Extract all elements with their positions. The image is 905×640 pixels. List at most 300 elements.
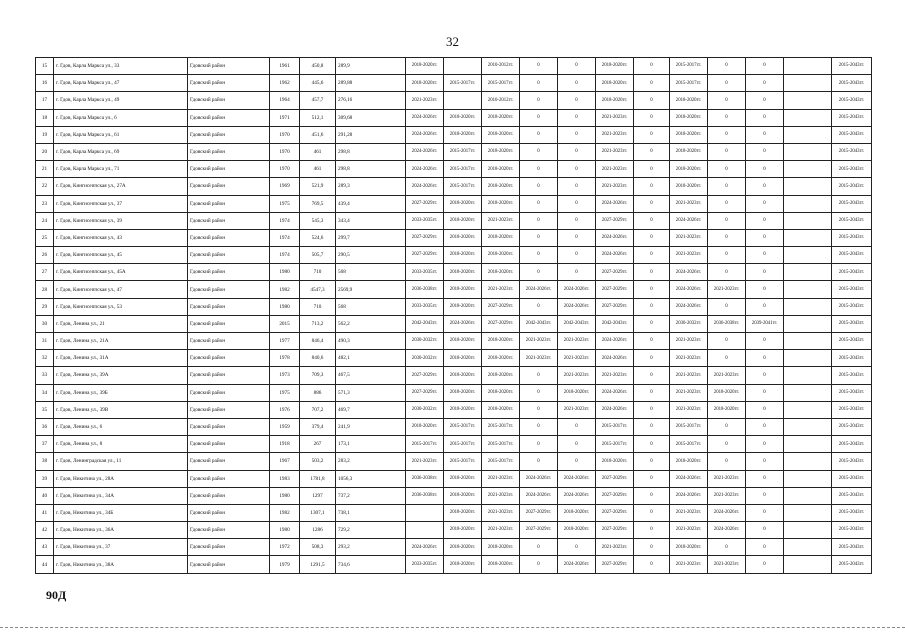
cell-c8: 2021-2023гг. bbox=[670, 247, 708, 264]
cell-addr: г. Гдов, Кингисеппская ул., 37 bbox=[54, 195, 188, 212]
cell-n: 30 bbox=[36, 315, 54, 332]
cell-c9: 0 bbox=[708, 453, 746, 470]
cell-district: Гдовский район bbox=[188, 487, 270, 504]
cell-c12: 2015-2043гг. bbox=[832, 470, 872, 487]
cell-c5: 0 bbox=[558, 75, 596, 92]
cell-year: 1967 bbox=[270, 453, 300, 470]
cell-district: Гдовский район bbox=[188, 418, 270, 435]
cell-c11 bbox=[784, 178, 832, 195]
cell-val: 737,2 bbox=[336, 487, 406, 504]
cell-c6: 2027-2029гг. bbox=[596, 212, 634, 229]
cell-val: 293,2 bbox=[336, 539, 406, 556]
cell-c10: 0 bbox=[746, 350, 784, 367]
cell-c5: 2021-2023гг. bbox=[558, 367, 596, 384]
cell-c12: 2015-2043гг. bbox=[832, 178, 872, 195]
cell-c7: 0 bbox=[634, 350, 670, 367]
cell-c4: 0 bbox=[520, 75, 558, 92]
cell-c12: 2015-2043гг. bbox=[832, 522, 872, 539]
cell-addr: г. Гдов, Карла Маркса ул., 69 bbox=[54, 143, 188, 160]
cell-c10: 0 bbox=[746, 92, 784, 109]
cell-c4: 0 bbox=[520, 436, 558, 453]
cell-c9: 0 bbox=[708, 161, 746, 178]
cell-val: 298,8 bbox=[336, 143, 406, 160]
cell-c2: 2015-2017гг. bbox=[444, 75, 482, 92]
cell-c7: 0 bbox=[634, 487, 670, 504]
table-row bbox=[36, 401, 872, 418]
cell-c2: 2018-2020гг. bbox=[444, 487, 482, 504]
cell-c6: 2018-2020гг. bbox=[596, 453, 634, 470]
cell-c2: 2018-2020гг. bbox=[444, 367, 482, 384]
cell-addr: г. Гдов, Кингисеппская ул., 45 bbox=[54, 247, 188, 264]
cell-c10: 0 bbox=[746, 212, 784, 229]
cell-val: 562,2 bbox=[336, 315, 406, 332]
cell-c10: 0 bbox=[746, 229, 784, 246]
cell-val: 482,1 bbox=[336, 350, 406, 367]
cell-c6: 2021-2023гг. bbox=[596, 143, 634, 160]
cell-c8: 2021-2023гг. bbox=[670, 556, 708, 573]
cell-c11 bbox=[784, 333, 832, 350]
cell-c8: 2021-2023гг. bbox=[670, 384, 708, 401]
cell-addr: г. Гдов, Никитина ул., 34Б bbox=[54, 504, 188, 521]
cell-c3: 2021-2023гг. bbox=[482, 504, 520, 521]
cell-c2: 2018-2020гг. bbox=[444, 522, 482, 539]
cell-c6: 2027-2029гг. bbox=[596, 470, 634, 487]
cell-c6: 2024-2026гг. bbox=[596, 350, 634, 367]
cell-c12: 2015-2043гг. bbox=[832, 418, 872, 435]
table-row bbox=[36, 333, 872, 350]
cell-area: 451,6 bbox=[300, 126, 336, 143]
cell-c4: 0 bbox=[520, 401, 558, 418]
cell-c4: 0 bbox=[520, 92, 558, 109]
cell-c6: 2024-2026гг. bbox=[596, 195, 634, 212]
cell-year: 1972 bbox=[270, 539, 300, 556]
cell-c3: 2018-2020гг. bbox=[482, 109, 520, 126]
cell-c10: 0 bbox=[746, 487, 784, 504]
cell-addr: г. Гдов, Ленина ул., 31А bbox=[54, 350, 188, 367]
cell-c1: 2027-2029гг. bbox=[406, 229, 444, 246]
cell-c6: 2024-2026гг. bbox=[596, 333, 634, 350]
cell-area: 707,2 bbox=[300, 401, 336, 418]
cell-district: Гдовский район bbox=[188, 315, 270, 332]
cell-c6: 2042-2043гг. bbox=[596, 315, 634, 332]
cell-c9: 0 bbox=[708, 229, 746, 246]
cell-c6: 2027-2029гг. bbox=[596, 281, 634, 298]
cell-c11 bbox=[784, 92, 832, 109]
cell-c3: 2018-2020гг. bbox=[482, 401, 520, 418]
cell-c3: 2018-2020гг. bbox=[482, 556, 520, 573]
cell-c8: 2018-2020гг. bbox=[670, 453, 708, 470]
cell-c7: 0 bbox=[634, 212, 670, 229]
cell-c2: 2015-2017гг. bbox=[444, 178, 482, 195]
table-row bbox=[36, 92, 872, 109]
cell-n: 36 bbox=[36, 418, 54, 435]
cell-addr: г. Гдов, Кингисеппская ул., 39 bbox=[54, 212, 188, 229]
cell-year: 1980 bbox=[270, 522, 300, 539]
cell-c4: 0 bbox=[520, 418, 558, 435]
cell-c9: 0 bbox=[708, 178, 746, 195]
cell-year: 1918 bbox=[270, 436, 300, 453]
cell-c4: 0 bbox=[520, 58, 558, 75]
cell-c6: 2018-2020гг. bbox=[596, 75, 634, 92]
cell-area: 840,6 bbox=[300, 350, 336, 367]
cell-area: 461 bbox=[300, 143, 336, 160]
cell-c6: 2024-2026гг. bbox=[596, 247, 634, 264]
cell-c9: 0 bbox=[708, 350, 746, 367]
cell-c4: 0 bbox=[520, 367, 558, 384]
cell-c2: 2018-2020гг. bbox=[444, 401, 482, 418]
cell-c2: 2018-2020гг. bbox=[444, 126, 482, 143]
cell-c12: 2015-2043гг. bbox=[832, 143, 872, 160]
cell-c9: 0 bbox=[708, 109, 746, 126]
cell-c9: 0 bbox=[708, 143, 746, 160]
cell-addr: г. Гдов, Ленина ул., 6 bbox=[54, 418, 188, 435]
table-row bbox=[36, 161, 872, 178]
cell-area: 710 bbox=[300, 298, 336, 315]
cell-c10: 0 bbox=[746, 470, 784, 487]
cell-val: 2569,9 bbox=[336, 281, 406, 298]
cell-c11 bbox=[784, 75, 832, 92]
cell-c3: 2018-2020гг. bbox=[482, 264, 520, 281]
cell-c4: 0 bbox=[520, 195, 558, 212]
cell-n: 41 bbox=[36, 504, 54, 521]
cell-c5: 0 bbox=[558, 161, 596, 178]
cell-c2: 2018-2020гг. bbox=[444, 384, 482, 401]
cell-c2: 2018-2020гг. bbox=[444, 298, 482, 315]
table-row bbox=[36, 298, 872, 315]
cell-c2: 2018-2020гг. bbox=[444, 470, 482, 487]
cell-n: 39 bbox=[36, 470, 54, 487]
cell-c5: 0 bbox=[558, 539, 596, 556]
table-row bbox=[36, 556, 872, 573]
cell-c10: 0 bbox=[746, 247, 784, 264]
cell-c11 bbox=[784, 487, 832, 504]
cell-district: Гдовский район bbox=[188, 281, 270, 298]
cell-addr: г. Гдов, Карла Маркса ул., 49 bbox=[54, 92, 188, 109]
cell-c12: 2015-2043гг. bbox=[832, 436, 872, 453]
cell-c9: 0 bbox=[708, 195, 746, 212]
cell-c11 bbox=[784, 453, 832, 470]
cell-c5: 0 bbox=[558, 229, 596, 246]
cell-c11 bbox=[784, 315, 832, 332]
cell-c4: 0 bbox=[520, 126, 558, 143]
cell-c7: 0 bbox=[634, 436, 670, 453]
cell-c8: 2024-2026гг. bbox=[670, 281, 708, 298]
cell-c8: 2018-2020гг. bbox=[670, 92, 708, 109]
cell-c10: 0 bbox=[746, 109, 784, 126]
cell-c10: 0 bbox=[746, 161, 784, 178]
cell-addr: г. Гдов, Никитина ул., 28А bbox=[54, 470, 188, 487]
cell-area: 503,2 bbox=[300, 453, 336, 470]
cell-year: 1959 bbox=[270, 418, 300, 435]
cell-year: 1974 bbox=[270, 247, 300, 264]
cell-c10: 0 bbox=[746, 556, 784, 573]
cell-c7: 0 bbox=[634, 298, 670, 315]
cell-val: 241,9 bbox=[336, 418, 406, 435]
cell-c1: 2036-2038гг. bbox=[406, 487, 444, 504]
cell-n: 42 bbox=[36, 522, 54, 539]
cell-n: 31 bbox=[36, 333, 54, 350]
cell-c4: 0 bbox=[520, 178, 558, 195]
cell-c3: 2027-2029гг. bbox=[482, 298, 520, 315]
cell-year: 1961 bbox=[270, 58, 300, 75]
cell-c7: 0 bbox=[634, 401, 670, 418]
cell-c12: 2015-2043гг. bbox=[832, 195, 872, 212]
cell-c1: 2024-2026гг. bbox=[406, 539, 444, 556]
cell-year: 1979 bbox=[270, 556, 300, 573]
cell-area: 713,2 bbox=[300, 315, 336, 332]
cell-c7: 0 bbox=[634, 470, 670, 487]
cell-c10: 0 bbox=[746, 453, 784, 470]
cell-c1: 2018-2020гг. bbox=[406, 75, 444, 92]
cell-c11 bbox=[784, 522, 832, 539]
cell-year: 1975 bbox=[270, 384, 300, 401]
cell-c7: 0 bbox=[634, 333, 670, 350]
cell-c7: 0 bbox=[634, 556, 670, 573]
cell-val: 289,88 bbox=[336, 75, 406, 92]
housing-schedule-table bbox=[35, 57, 872, 574]
cell-c1: 2033-2035гг. bbox=[406, 212, 444, 229]
cell-year: 1978 bbox=[270, 350, 300, 367]
cell-district: Гдовский район bbox=[188, 247, 270, 264]
cell-c4: 0 bbox=[520, 298, 558, 315]
cell-c5: 0 bbox=[558, 143, 596, 160]
cell-c2: 2015-2017гг. bbox=[444, 161, 482, 178]
cell-district: Гдовский район bbox=[188, 298, 270, 315]
table-row bbox=[36, 315, 872, 332]
cell-c9: 2021-2023гг. bbox=[708, 367, 746, 384]
cell-c8: 2021-2023гг. bbox=[670, 367, 708, 384]
table-row bbox=[36, 195, 872, 212]
cell-c1: 2021-2023гг. bbox=[406, 92, 444, 109]
cell-c9: 0 bbox=[708, 247, 746, 264]
cell-c6: 2024-2026гг. bbox=[596, 229, 634, 246]
cell-c12: 2015-2043гг. bbox=[832, 229, 872, 246]
cell-c11 bbox=[784, 212, 832, 229]
cell-c12: 2015-2043гг. bbox=[832, 281, 872, 298]
cell-addr: г. Гдов, Кингисеппская ул., 45А bbox=[54, 264, 188, 281]
cell-c11 bbox=[784, 58, 832, 75]
cell-c1 bbox=[406, 522, 444, 539]
cell-c6: 2024-2026гг. bbox=[596, 384, 634, 401]
cell-c9: 0 bbox=[708, 58, 746, 75]
cell-addr: г. Гдов, Ленинградская ул., 11 bbox=[54, 453, 188, 470]
cell-area: 445,6 bbox=[300, 75, 336, 92]
cell-c2: 2018-2020гг. bbox=[444, 556, 482, 573]
cell-addr: г. Гдов, Никитина ул., 37 bbox=[54, 539, 188, 556]
cell-c1: 2027-2029гг. bbox=[406, 247, 444, 264]
cell-c5: 2021-2023гг. bbox=[558, 350, 596, 367]
cell-year: 1977 bbox=[270, 333, 300, 350]
table-row bbox=[36, 264, 872, 281]
cell-c9: 0 bbox=[708, 75, 746, 92]
cell-c4: 0 bbox=[520, 161, 558, 178]
cell-year: 1980 bbox=[270, 264, 300, 281]
cell-c5: 0 bbox=[558, 92, 596, 109]
cell-c11 bbox=[784, 556, 832, 573]
cell-c6: 2018-2020гг. bbox=[596, 92, 634, 109]
cell-c11 bbox=[784, 350, 832, 367]
cell-n: 44 bbox=[36, 556, 54, 573]
cell-n: 43 bbox=[36, 539, 54, 556]
cell-c6: 2021-2023гг. bbox=[596, 126, 634, 143]
cell-c9: 0 bbox=[708, 126, 746, 143]
cell-n: 23 bbox=[36, 195, 54, 212]
cell-c8: 2021-2023гг. bbox=[670, 522, 708, 539]
cell-c5: 2024-2026гг. bbox=[558, 470, 596, 487]
cell-c4: 2021-2023гг. bbox=[520, 333, 558, 350]
cell-val: 309,68 bbox=[336, 109, 406, 126]
cell-c7: 0 bbox=[634, 384, 670, 401]
cell-area: 505,7 bbox=[300, 247, 336, 264]
cell-year: 1975 bbox=[270, 195, 300, 212]
cell-area: 769,5 bbox=[300, 195, 336, 212]
cell-c2: 2018-2020гг. bbox=[444, 504, 482, 521]
cell-c6: 2027-2029гг. bbox=[596, 298, 634, 315]
cell-c9: 2021-2023гг. bbox=[708, 470, 746, 487]
cell-district: Гдовский район bbox=[188, 556, 270, 573]
cell-val: 490,3 bbox=[336, 333, 406, 350]
cell-n: 28 bbox=[36, 281, 54, 298]
cell-area: 1297 bbox=[300, 487, 336, 504]
cell-c5: 0 bbox=[558, 109, 596, 126]
cell-c8: 2021-2023гг. bbox=[670, 333, 708, 350]
cell-val: 343,4 bbox=[336, 212, 406, 229]
cell-c4: 2042-2043гг. bbox=[520, 315, 558, 332]
cell-c8: 2015-2017гг. bbox=[670, 436, 708, 453]
cell-year: 1982 bbox=[270, 281, 300, 298]
cell-c3: 2021-2023гг. bbox=[482, 281, 520, 298]
cell-c12: 2015-2043гг. bbox=[832, 126, 872, 143]
cell-addr: г. Гдов, Карла Маркса ул., 33 bbox=[54, 58, 188, 75]
table-row bbox=[36, 418, 872, 435]
cell-c9: 0 bbox=[708, 212, 746, 229]
cell-year: 1970 bbox=[270, 161, 300, 178]
cell-c1: 2027-2029гг. bbox=[406, 367, 444, 384]
cell-c8: 2021-2023гг. bbox=[670, 195, 708, 212]
cell-c10: 0 bbox=[746, 281, 784, 298]
cell-c5: 2018-2020гг. bbox=[558, 522, 596, 539]
cell-c9: 2021-2023гг. bbox=[708, 487, 746, 504]
cell-val: 298,8 bbox=[336, 161, 406, 178]
cell-c1: 2030-2032гг. bbox=[406, 401, 444, 418]
cell-c4: 0 bbox=[520, 384, 558, 401]
cell-n: 32 bbox=[36, 350, 54, 367]
cell-c10: 0 bbox=[746, 178, 784, 195]
table-row bbox=[36, 126, 872, 143]
cell-c2: 2018-2020гг. bbox=[444, 195, 482, 212]
cell-c6: 2015-2017гг. bbox=[596, 436, 634, 453]
cell-c7: 0 bbox=[634, 247, 670, 264]
cell-c11 bbox=[784, 143, 832, 160]
cell-addr: г. Гдов, Кингисеппская ул., 47 bbox=[54, 281, 188, 298]
cell-c3: 2018-2020гг. bbox=[482, 229, 520, 246]
cell-year: 1983 bbox=[270, 470, 300, 487]
cell-c9: 2018-2020гг. bbox=[708, 401, 746, 418]
cell-n: 17 bbox=[36, 92, 54, 109]
cell-c11 bbox=[784, 229, 832, 246]
cell-district: Гдовский район bbox=[188, 229, 270, 246]
cell-c5: 0 bbox=[558, 195, 596, 212]
cell-c3: 2027-2029гг. bbox=[482, 315, 520, 332]
cell-c3: 2018-2020гг. bbox=[482, 350, 520, 367]
cell-district: Гдовский район bbox=[188, 126, 270, 143]
cell-c8: 2021-2023гг. bbox=[670, 401, 708, 418]
cell-c7: 0 bbox=[634, 367, 670, 384]
cell-c1: 2027-2029гг. bbox=[406, 384, 444, 401]
cell-val: 568 bbox=[336, 264, 406, 281]
cell-area: 1781,8 bbox=[300, 470, 336, 487]
cell-c3: 2021-2023гг. bbox=[482, 522, 520, 539]
cell-c4: 0 bbox=[520, 229, 558, 246]
cell-district: Гдовский район bbox=[188, 350, 270, 367]
cell-c1: 2042-2043гг. bbox=[406, 315, 444, 332]
cell-c3: 2018-2020гг. bbox=[482, 539, 520, 556]
cell-n: 38 bbox=[36, 453, 54, 470]
cell-c5: 0 bbox=[558, 264, 596, 281]
cell-c6: 2015-2017гг. bbox=[596, 418, 634, 435]
cell-year: 1964 bbox=[270, 92, 300, 109]
cell-c3: 2018-2020гг. bbox=[482, 126, 520, 143]
cell-c6: 2027-2029гг. bbox=[596, 264, 634, 281]
cell-c11 bbox=[784, 504, 832, 521]
cell-c12: 2015-2043гг. bbox=[832, 109, 872, 126]
cell-val: 283,2 bbox=[336, 453, 406, 470]
cell-c1: 2024-2026гг. bbox=[406, 143, 444, 160]
cell-year: 1969 bbox=[270, 178, 300, 195]
cell-c7: 0 bbox=[634, 418, 670, 435]
cell-c12: 2015-2043гг. bbox=[832, 504, 872, 521]
cell-c9: 2021-2023гг. bbox=[708, 556, 746, 573]
cell-c4: 2021-2023гг. bbox=[520, 350, 558, 367]
cell-c5: 2024-2026гг. bbox=[558, 487, 596, 504]
cell-c1: 2024-2026гг. bbox=[406, 126, 444, 143]
cell-c2: 2018-2020гг. bbox=[444, 229, 482, 246]
cell-c12: 2015-2043гг. bbox=[832, 315, 872, 332]
cell-c8: 2021-2023гг. bbox=[670, 350, 708, 367]
cell-district: Гдовский район bbox=[188, 384, 270, 401]
cell-c3: 2021-2023гг. bbox=[482, 470, 520, 487]
cell-c4: 2024-2026гг. bbox=[520, 281, 558, 298]
cell-c5: 2021-2023гг. bbox=[558, 333, 596, 350]
cell-c10: 0 bbox=[746, 75, 784, 92]
cell-c3: 2015-2017гг. bbox=[482, 436, 520, 453]
cell-c10: 0 bbox=[746, 504, 784, 521]
cell-addr: г. Гдов, Никитина ул., 38А bbox=[54, 556, 188, 573]
cell-val: 467,5 bbox=[336, 367, 406, 384]
cell-area: 545,3 bbox=[300, 212, 336, 229]
cell-val: 173,1 bbox=[336, 436, 406, 453]
cell-c11 bbox=[784, 161, 832, 178]
cell-c5: 0 bbox=[558, 178, 596, 195]
cell-c6: 2021-2023гг. bbox=[596, 161, 634, 178]
table-row bbox=[36, 229, 872, 246]
cell-year: 1980 bbox=[270, 298, 300, 315]
cell-c1: 2036-2038гг. bbox=[406, 470, 444, 487]
cell-district: Гдовский район bbox=[188, 75, 270, 92]
cell-c10: 0 bbox=[746, 195, 784, 212]
cell-c8: 2015-2017гг. bbox=[670, 418, 708, 435]
cell-c6: 2021-2023гг. bbox=[596, 178, 634, 195]
cell-district: Гдовский район bbox=[188, 522, 270, 539]
cell-c10: 0 bbox=[746, 126, 784, 143]
cell-val: 469,7 bbox=[336, 401, 406, 418]
cell-c5: 2042-2043гг. bbox=[558, 315, 596, 332]
cell-c3: 2018-2020гг. bbox=[482, 367, 520, 384]
cell-c7: 0 bbox=[634, 143, 670, 160]
cell-area: 521,9 bbox=[300, 178, 336, 195]
cell-c2: 2018-2020гг. bbox=[444, 539, 482, 556]
cell-n: 24 bbox=[36, 212, 54, 229]
